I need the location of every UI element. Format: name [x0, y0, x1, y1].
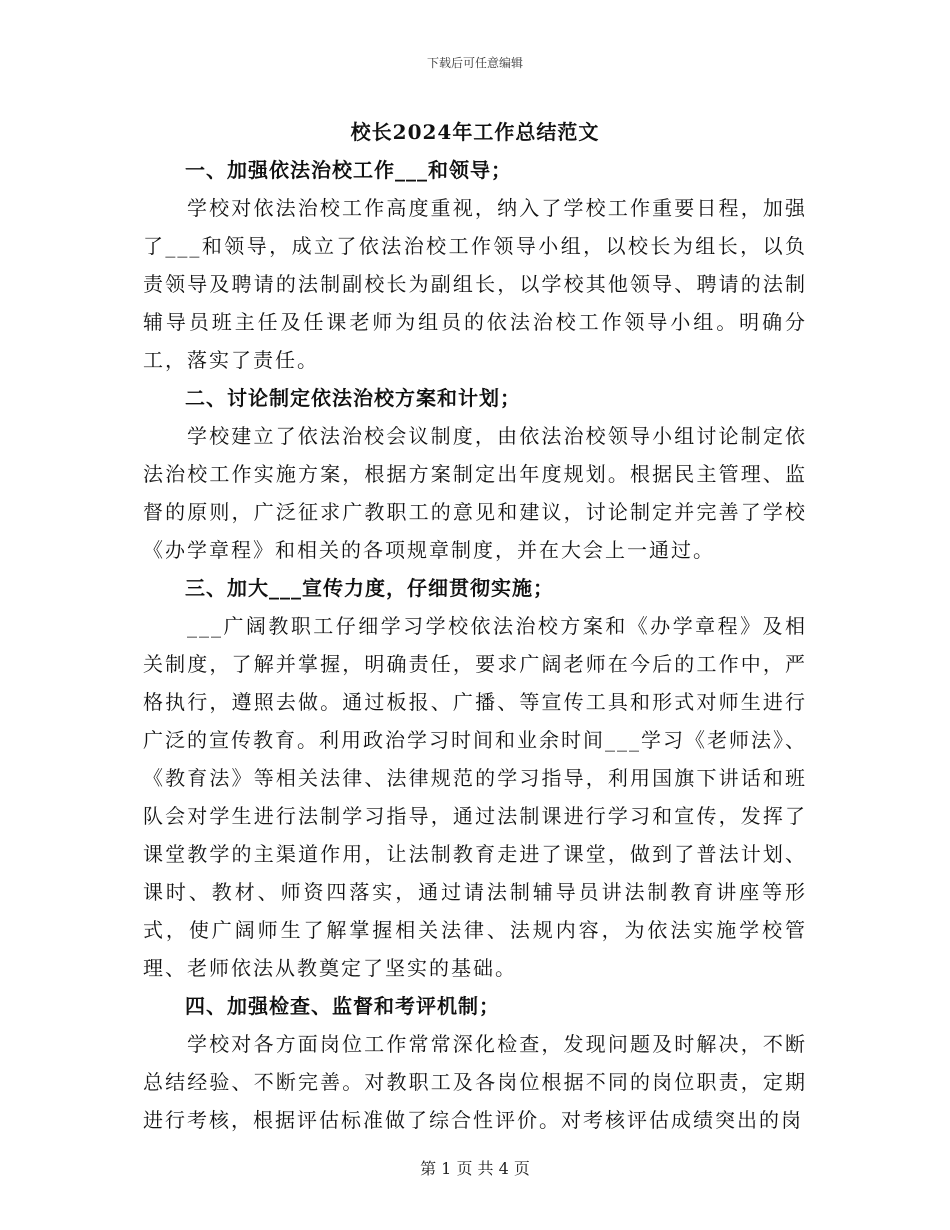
download-edit-note: 下载后可任意编辑 [426, 56, 523, 70]
section-paragraph: 学校对各方面岗位工作常常深化检查，发现问题及时解决，不断总结经验、不断完善。对教职工及各岗位根据不同的岗位职责，定期进行考核，根据评估标准做了综合性评价。对考核评估成绩突出的岗 [143, 1032, 807, 1132]
section-heading: 三、加大___宣传力度，仔细贯彻实施； [185, 576, 554, 600]
document-body [143, 151, 807, 1139]
section-heading: 四、加强检查、监督和考评机制； [185, 994, 500, 1018]
section-paragraph: 学校建立了依法治校会议制度，由依法治校领导小组讨论制定依法治校工作实施方案，根据方案制定出年度规划。根据民主管理、监督的原则，广泛征求广教职工的意见和建议，讨论制定并完善了学校《办学章程》和相关的各项规章制度，并在大会上一通过。 [143, 424, 807, 562]
section-heading: 二、讨论制定依法治校方案和计划； [185, 386, 521, 410]
document-title: 校长2024年工作总结范文 [350, 120, 600, 144]
section-heading: 一、加强依法治校工作___和领导； [185, 158, 512, 182]
page-footer: 第 1 页 共 4 页 [420, 1159, 530, 1178]
section-paragraph: 学校对依法治校工作高度重视，纳入了学校工作重要日程，加强了___和领导，成立了依法治校工作领导小组，以校长为组长，以负责领导及聘请的法制副校长为副组长，以学校其他领导、聘请的法制辅导员班主任及任课老师为组员的依法治校工作领导小组。明确分工，落实了责任。 [143, 196, 807, 372]
section-paragraph: ___广阔教职工仔细学习学校依法治校方案和《办学章程》及相关制度，了解并掌握，明确责任，要求广阔老师在今后的工作中，严格执行，遵照去做。通过板报、广播、等宣传工具和形式对师生进行广泛的宣传教育。利用政治学习时间和业余时间___学习《老师法》、《教育法》等相关法律、法律规范的学习指导，利用国旗下讲话和班队会对学生进行法制学习指导，通过法制课进行学习和宣传，发挥了课堂教学的主渠道作用，让法制教育走进了课堂，做到了普法计划、课时、教材、师资四落实，通过请法制辅导员讲法制教育讲座等形式，使广阔师生了解掌握相关法律、法规内容，为依法实施学校管理、老师依法从教奠定了坚实的基础。 [143, 614, 807, 980]
